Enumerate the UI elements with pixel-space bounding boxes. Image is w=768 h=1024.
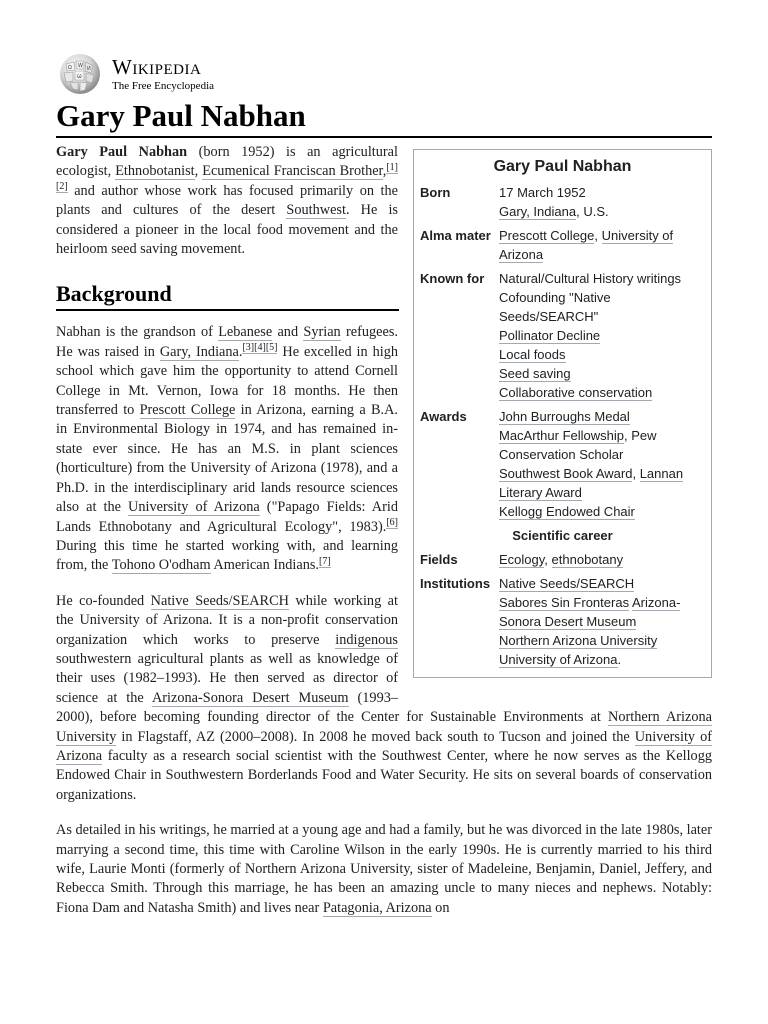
award-link[interactable]: Southwest Book Award [499,466,633,481]
svg-text:W: W [78,63,83,69]
infobox-row-born [414,183,711,221]
infobox-value [499,269,705,402]
infobox-row-known-for [414,269,711,402]
infobox-row-awards [414,407,711,521]
known-for-link[interactable]: Pollinator Decline [499,328,601,343]
text: southwestern agricultural plants as well as knowledge of their uses (1982–1993). He then served as director of science at the [56,650,398,706]
text: He excelled in high school which gave him the opportunity to attend Cornell College in Mt. Vernon, Iowa for 18 months. He then transferred to [56,343,399,419]
award-text: , Pew Conservation Scholar [499,428,657,462]
text: in Arizona, earning a B.A. in Environmental Biology in 1974, and has remained in-state ever since. He has an M.S. in plant sciences (horticulture) from the University of Arizona (1978), and a Ph.D. in the interdisciplinary arid lands resource sciences also at the [56,402,398,516]
known-for-link[interactable]: Seed saving [499,366,571,381]
link-southwest[interactable]: Southwest [286,202,346,219]
institution-link[interactable]: Sabores Sin Fronteras [499,595,630,610]
infobox-row-fields [414,550,711,569]
institution-link[interactable]: Northern Arizona University [499,633,658,648]
article-body [56,143,712,934]
background-paragraph-3 [56,821,712,918]
infobox-row-alma-mater [414,226,711,264]
infobox-label: Alma mater [420,228,491,243]
infobox-value [499,574,705,669]
award-link[interactable]: Lannan Literary Award [499,466,684,500]
separator: , [594,228,602,243]
link-university-of-arizona[interactable]: University of Arizona [56,728,712,764]
infobox-label: Born [420,185,451,200]
infobox-label: Fields [420,552,458,567]
reference-link[interactable]: [1] [386,161,398,173]
infobox-subheading: Scientific career [512,528,613,543]
link-syrian[interactable]: Syrian [303,324,341,341]
award-link[interactable]: Kellogg Endowed Chair [499,504,635,519]
text: faculty as a research social scientist with the Southwest Center, where he now serves as the Kellogg Endowed Chair in Southwestern Borderlands Food and Water Security. He sits on several boards of conservation organizations. [56,747,712,803]
text: He co-founded [56,592,151,609]
infobox-label: Awards [420,409,467,424]
link-native-seeds-search[interactable]: Native Seeds/SEARCH [150,592,289,609]
svg-text:Ѡ: Ѡ [77,74,82,80]
birthplace-link[interactable]: Gary, Indiana [499,204,577,219]
reference-link[interactable]: [6] [386,516,398,528]
institution-link[interactable]: Arizona-Sonora Desert Museum [499,595,681,629]
link-prescott-college[interactable]: Prescott College [139,402,236,419]
link-lebanese[interactable]: Lebanese [218,324,273,341]
infobox [413,149,712,678]
text: refugees. He was raised in [56,324,398,360]
reference-link[interactable]: [5] [265,342,278,354]
text: American Indians. [210,557,319,574]
separator: , [632,466,640,481]
subject-name: Gary Paul Nabhan [56,144,188,160]
link-northern-arizona-university[interactable]: Northern Arizona University [56,709,712,745]
alma-link-arizona[interactable]: University of Arizona [499,228,674,262]
text: (1993–2000), before becoming founding director of the Center for Sustainable Environments at [56,689,608,726]
infobox-label: Institutions [420,576,491,591]
infobox-value [499,550,705,569]
reference-link[interactable]: [3] [242,342,255,354]
text: (born 1952) is an agricultural ecologist, [56,144,398,180]
known-for-item: Natural/Cultural History writings [499,271,682,286]
text: . He is considered a pioneer in the local food movement and the heirloom seed saving movement. [56,202,398,258]
known-for-link[interactable]: Local foods [499,347,566,362]
reference-link[interactable]: [7] [319,555,331,567]
link-patagonia-arizona[interactable]: Patagonia, Arizona [322,899,432,916]
infobox-label: Known for [420,271,485,286]
award-link[interactable]: MacArthur Fellowship [499,428,624,443]
site-name: Wikipedia [112,54,202,79]
section-heading-background: Background [56,279,399,311]
reference-link[interactable]: [4] [254,342,266,354]
text: During this time he started working with, and learning from, the [56,537,398,574]
institution-link[interactable]: Native Seeds/SEARCH [499,576,635,591]
text: . [238,343,243,360]
award-link[interactable]: John Burroughs Medal [499,409,630,424]
text: As detailed in his writings, he married at a young age and had a family, but he was divorced in the late 1980s, later marrying a second time, this time with Caroline Wilson in the early 1990s. He is currently married to his third wife, Laurie Monti (formerly of Northern Arizona University, sister of Madeleine, Benjamin, Daniel, Jeffery, and Rebecca Smith. Through this marriage, he has been an amazing uncle to many nieces and nephews. Notably: Fiona Dam and Natasha Smith) and lives near [56,822,712,916]
infobox-value [499,183,705,221]
text: and [272,324,304,341]
text: , [382,163,387,180]
wikipedia-globe-logo[interactable] [56,52,104,96]
infobox-row-institutions [414,574,711,669]
text: in Flagstaff, AZ (2000–2008). In 2008 he moved back south to Tucson and joined the [116,728,635,745]
link-university-of-arizona[interactable]: University of Arizona [128,499,260,516]
birthplace-suffix: , U.S. [576,204,609,219]
link-ethnobotanist[interactable]: Ethnobotanist [115,163,195,180]
svg-text:Ω: Ω [68,65,72,71]
infobox-value [499,226,705,264]
site-tagline: The Free Encyclopedia [112,79,215,92]
birth-date: 17 March 1952 [499,185,586,200]
link-gary-indiana[interactable]: Gary, Indiana [159,343,239,360]
text: Nabhan is the grandson of [56,324,219,341]
text: and author whose work has focused primarily on the plants and cultures of the desert [56,182,398,219]
wikipedia-header[interactable] [56,52,214,96]
wordmark [112,54,215,92]
link-franciscan-brother[interactable]: Ecumenical Franciscan Brother [202,163,383,180]
field-link[interactable]: ethnobotany [551,552,624,567]
text: while working at the University of Arizona. It is a non-profit conservation organization which works to preserve [56,592,398,648]
separator: , [544,552,552,567]
link-indigenous[interactable]: indigenous [335,631,398,648]
known-for-item: Cofounding "Native Seeds/SEARCH" [499,290,611,324]
text: ("Papago Fields: Arid Lands Ethnobotany and Agricultural Ecology", 1983). [56,499,398,535]
known-for-link[interactable]: Collaborative conservation [499,385,653,400]
reference-link[interactable]: [2] [56,181,68,193]
svg-text:И: И [87,66,91,72]
infobox-title: Gary Paul Nabhan [493,158,632,175]
alma-link-prescott[interactable]: Prescott College [499,228,595,243]
link-tohono-oodham[interactable]: Tohono O'odham [111,557,211,574]
page-title: Gary Paul Nabhan [56,96,712,138]
text: on [431,899,450,916]
infobox-value [499,407,705,521]
field-link[interactable]: Ecology [499,552,545,567]
institution-link[interactable]: University of Arizona [499,652,618,667]
punctuation: . [617,652,622,667]
link-arizona-sonora-desert-museum[interactable]: Arizona-Sonora Desert Museum [151,689,349,706]
text: , [194,163,203,180]
